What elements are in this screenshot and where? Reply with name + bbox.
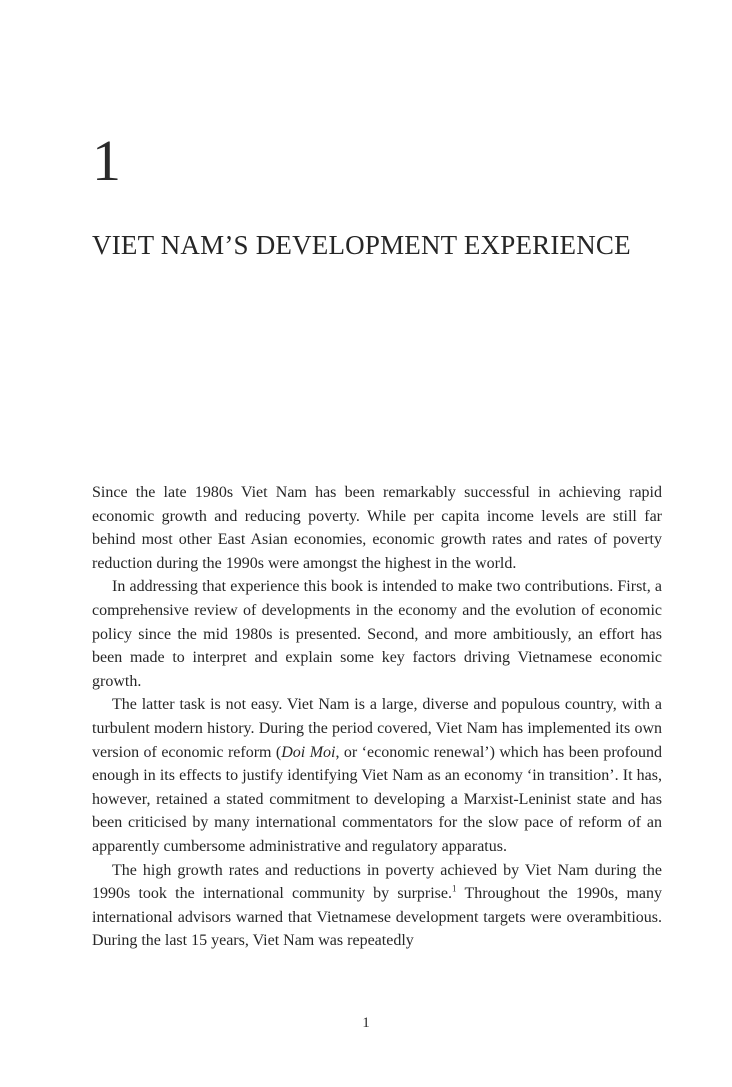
paragraph-text: The high growth rates and reductions in poverty achieved by Viet Nam during the 1990s took the international community by surprise. bbox=[92, 861, 662, 903]
page-number: 1 bbox=[362, 1015, 370, 1031]
paragraph: In addressing that experience this book is intended to make two contributions. First, a comprehensive review of developments in the economy and the evolution of economic policy since the mid 1980s is presented. Second, and more ambitiously, an effort has been made to interpret and explain some key factors driving Vietnamese economic growth. bbox=[92, 578, 662, 690]
chapter-title: VIET NAM’S DEVELOPMENT EXPERIENCE bbox=[92, 230, 631, 260]
paragraph bbox=[92, 859, 662, 953]
chapter-number: 1 bbox=[92, 128, 121, 193]
paragraph-text: The latter task is not easy. Viet Nam is a large, diverse and populous country, with a turbulent modern history. During the period covered, Viet Nam has implemented its own version of economic reform ( bbox=[92, 696, 662, 761]
paragraph-text: , or ‘economic renewal’) which has been profound enough in its effects to justify identifying Viet Nam as an economy ‘in transition’. It has, however, retained a stated commitment to developing a Marxist-Leninist state and has been criticised by many international commentators for the slow pace of reform of an apparently cumbersome administrative and regulatory apparatus. bbox=[92, 743, 662, 855]
italic-term: Doi Moi bbox=[281, 743, 336, 761]
paragraph bbox=[92, 693, 662, 858]
paragraph: Since the late 1980s Viet Nam has been remarkably successful in achieving rapid economic growth and reducing poverty. While per capita income levels are still far behind most other East Asian economies, economic growth rates and rates of poverty reduction during the 1990s were amongst the highest in the world. bbox=[92, 484, 662, 572]
footnote-marker[interactable]: 1 bbox=[452, 883, 457, 894]
paragraph-text: Throughout the 1990s, many international advisors warned that Vietnamese development targets were overambitious. During the last 15 years, Viet Nam was repeatedly bbox=[92, 885, 662, 950]
body-text bbox=[92, 481, 662, 953]
